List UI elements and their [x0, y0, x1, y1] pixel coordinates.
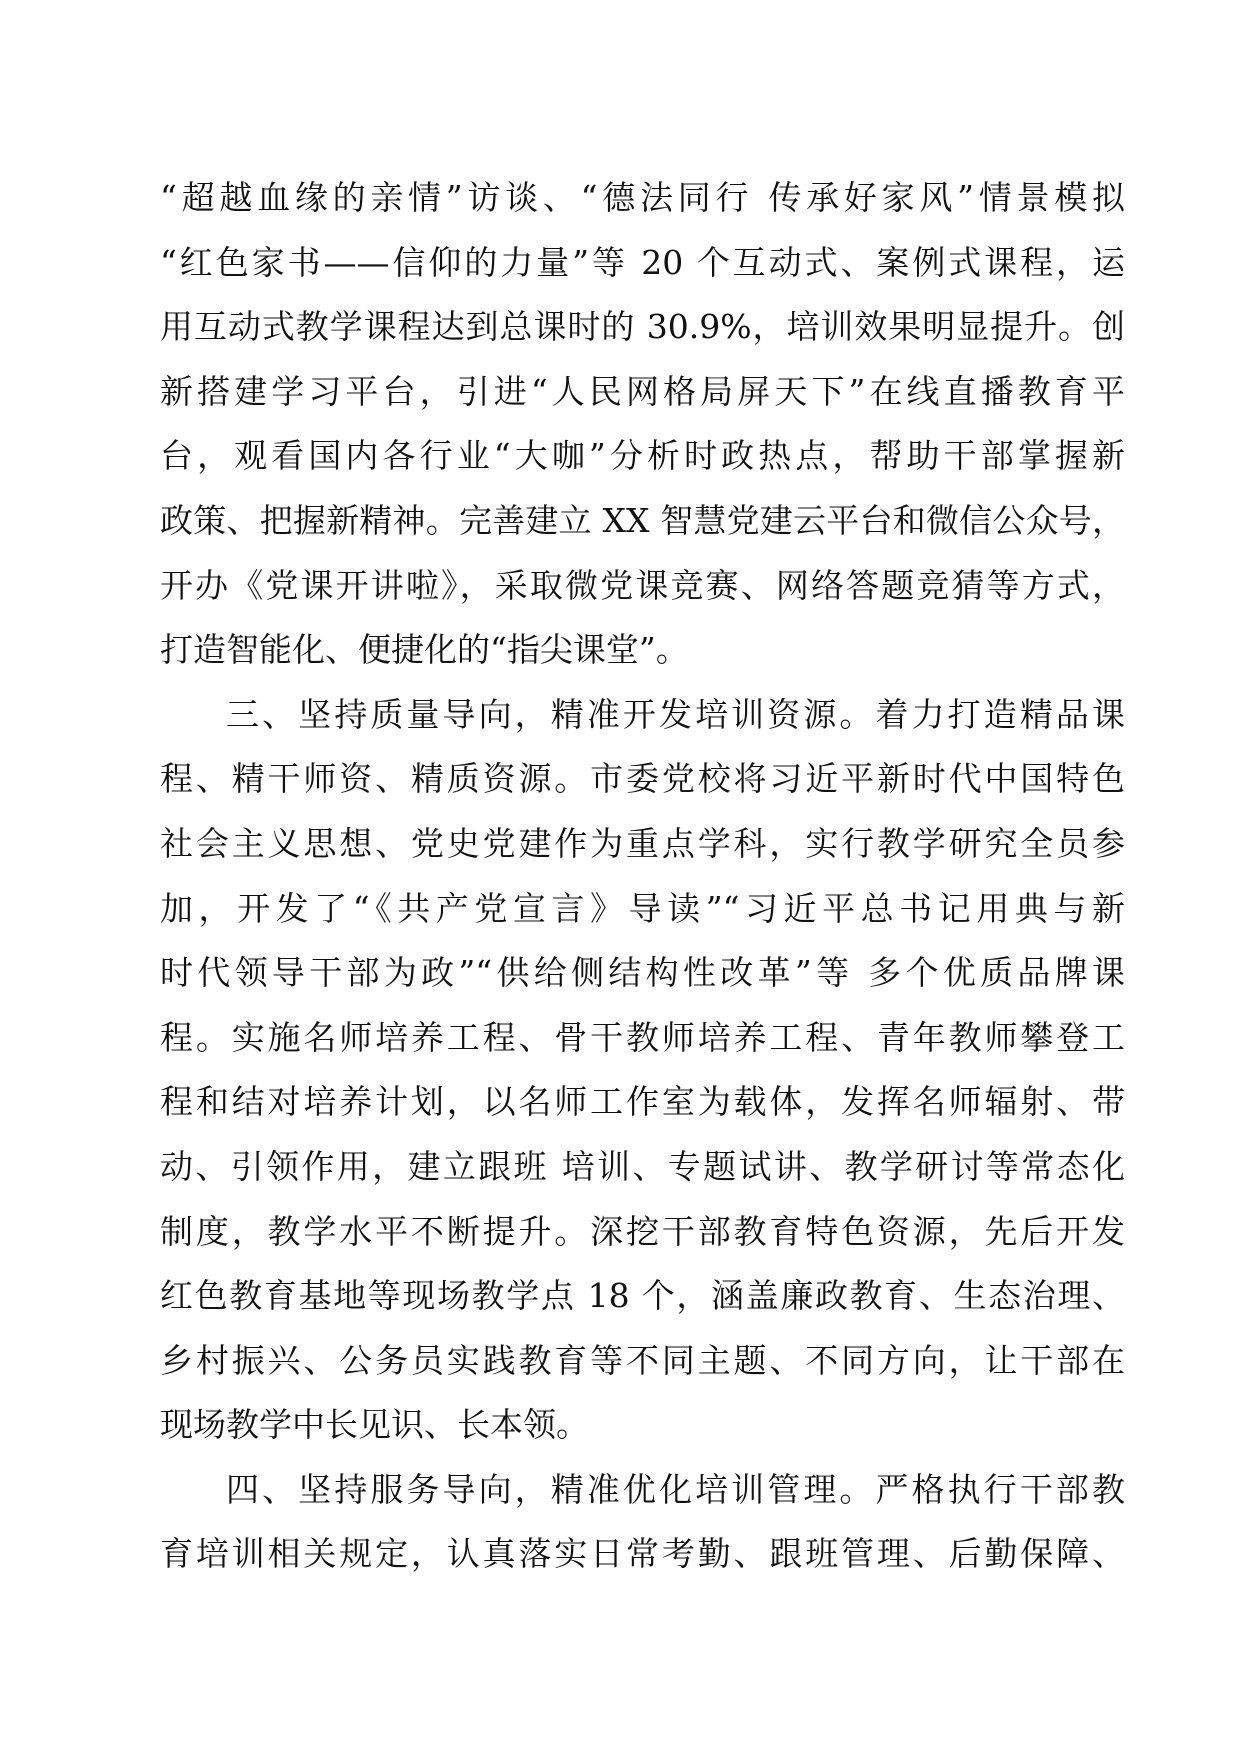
text-line: 台，观看国内各行业“大咖”分析时政热点，帮助干部掌握新 — [160, 436, 1125, 476]
text-line: 红色教育基地等现场教学点 18 个，涵盖廉政教育、生态治理、 — [160, 1276, 1125, 1316]
paragraph-section-four — [160, 1458, 1125, 1587]
text-line: 开办《党课开讲啦》，采取微党课竞赛、网络答题竞猜等方式， — [160, 565, 1125, 605]
text-line: 程。实施名师培养工程、骨干教师培养工程、青年教师攀登工 — [160, 1017, 1125, 1057]
text-line: 时代领导干部为政”“供给侧结构性改革”等 多个优质品牌课 — [160, 953, 1125, 993]
document-body — [160, 166, 1125, 1587]
text-line: 育培训相关规定，认真落实日常考勤、跟班管理、后勤保障、 — [160, 1534, 1125, 1574]
text-line: 现场教学中长见识、长本领。 — [160, 1405, 589, 1445]
text-line: “红色家书——信仰的力量”等 20 个互动式、案例式课程，运 — [160, 242, 1125, 282]
paragraph-section-three — [160, 683, 1125, 1458]
text-line: 动、引领作用，建立跟班 培训、专题试讲、教学研讨等常态化 — [160, 1146, 1125, 1186]
text-line: 政策、把握新精神。完善建立 XX 智慧党建云平台和微信公众号， — [160, 500, 1125, 540]
text-line: 社会主义思想、党史党建作为重点学科，实行教学研究全员参 — [160, 823, 1125, 863]
section-heading-line: 三、坚持质量导向，精准开发培训资源。着力打造精品课 — [226, 694, 1125, 734]
text-line: “超越血缘的亲情”访谈、“德法同行 传承好家风”情景模拟 — [160, 178, 1125, 217]
text-line: 新搭建学习平台，引进“人民网格局屏天下”在线直播教育平 — [160, 371, 1125, 411]
text-line: 乡村振兴、公务员实践教育等不同主题、不同方向，让干部在 — [160, 1340, 1125, 1380]
section-heading-line: 四、坚持服务导向，精准优化培训管理。严格执行干部教 — [226, 1469, 1125, 1509]
paragraph-online-courses — [160, 166, 1125, 683]
text-line: 程和结对培养计划，以名师工作室为载体，发挥名师辐射、带 — [160, 1082, 1125, 1122]
text-line: 制度，教学水平不断提升。深挖干部教育特色资源，先后开发 — [160, 1211, 1125, 1251]
text-line: 加，开发了“《共产党宣言》导读”“习近平总书记用典与新 — [160, 888, 1125, 928]
text-line: 用互动式教学课程达到总课时的 30.9%，培训效果明显提升。创 — [160, 307, 1125, 347]
text-line: 程、精干师资、精质资源。市委党校将习近平新时代中国特色 — [160, 759, 1125, 799]
text-line: 打造智能化、便捷化的“指尖课堂”。 — [160, 630, 689, 670]
